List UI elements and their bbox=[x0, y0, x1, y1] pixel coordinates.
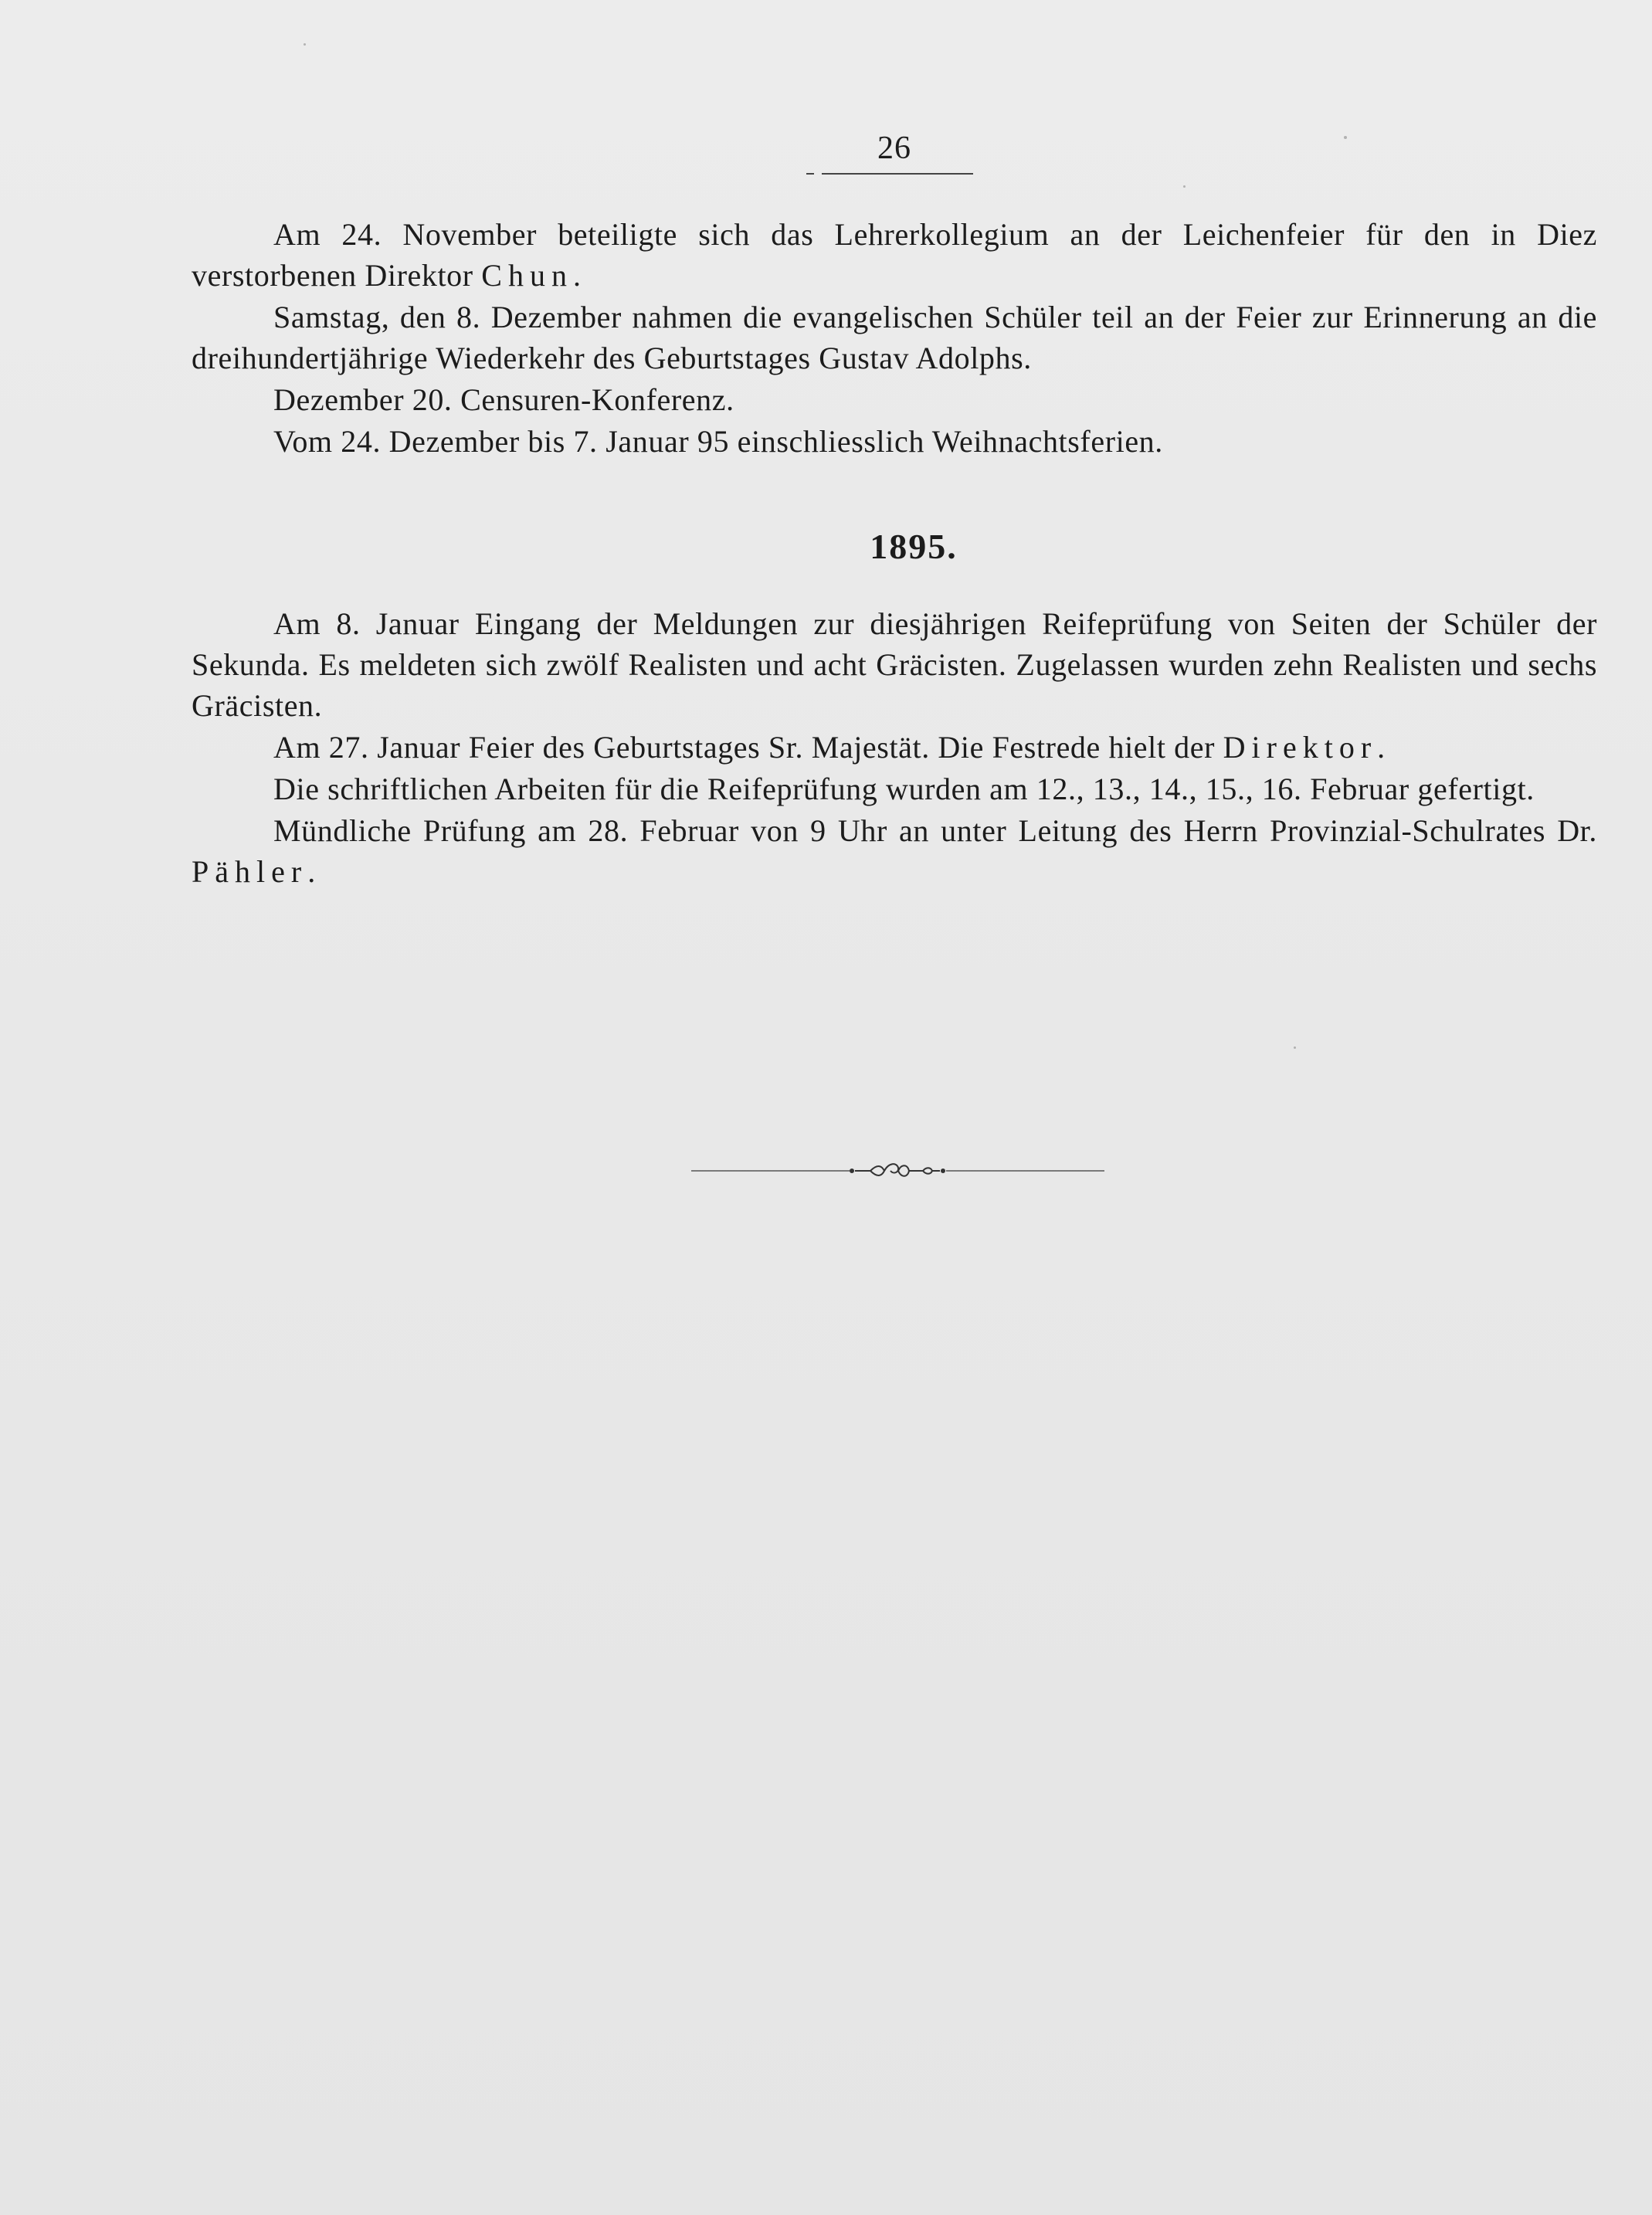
ornamental-divider-icon bbox=[691, 1158, 1104, 1184]
paragraph-text-end: . bbox=[572, 258, 582, 293]
paper-speck bbox=[1294, 1046, 1296, 1049]
paper-speck bbox=[1344, 136, 1347, 139]
paper-speck bbox=[304, 43, 306, 46]
name-chun: Chun bbox=[481, 258, 573, 293]
paragraph-text: Am 27. Januar Feier des Geburtstages Sr. Majestät. Die Festrede hielt der bbox=[273, 730, 1223, 765]
section-1894 bbox=[192, 214, 1597, 462]
paragraph-text: Am 24. November beteiligte sich das Lehrerkollegium an der Leichenfeier für den in Diez verstorbenen Direktor bbox=[192, 217, 1597, 293]
paragraph-schriftlich: Die schriftlichen Arbeiten für die Reifeprüfung wurden am 12., 13., 14., 15., 16. Februar gefertigt. bbox=[273, 772, 1535, 806]
paragraph-text-end: . bbox=[307, 854, 316, 889]
year-heading: 1895. bbox=[870, 527, 958, 566]
paragraph-censuren: Dezember 20. Censuren-Konferenz. bbox=[273, 382, 734, 417]
paper-speck bbox=[1183, 185, 1186, 188]
page-number-rule bbox=[822, 173, 973, 175]
paragraph-geburtstag bbox=[192, 727, 1597, 768]
paragraph-muendlich bbox=[192, 810, 1597, 892]
page-number: 26 bbox=[877, 131, 911, 166]
page-header bbox=[809, 128, 979, 181]
name-direktor: Direktor bbox=[1223, 730, 1378, 765]
paragraph-text-end: . bbox=[1377, 730, 1386, 765]
paragraph-meldungen: Am 8. Januar Eingang der Meldungen zur diesjährigen Reifeprüfung von Seiten der Schüler der Sekunda. Es meldeten sich zwölf Realisten und acht Gräcisten. Zugelassen wurden zehn Realisten und sechs Gräcisten. bbox=[192, 606, 1597, 723]
paragraph-funeral bbox=[192, 214, 1597, 296]
section-1895 bbox=[192, 603, 1597, 892]
paragraph-gustav-adolph: Samstag, den 8. Dezember nahmen die evangelischen Schüler teil an der Feier zur Erinnerung an die dreihundertjährige Wiederkehr des Geburtstages Gustav Adolphs. bbox=[192, 300, 1597, 375]
paragraph-weihnachtsferien: Vom 24. Dezember bis 7. Januar 95 einschliesslich Weihnachtsferien. bbox=[273, 424, 1163, 459]
paragraph-text: Mündliche Prüfung am 28. Februar von 9 Uhr an unter Leitung des Herrn Provinzial-Schulrates Dr. bbox=[273, 813, 1597, 848]
name-paehler: Pähler bbox=[192, 854, 308, 889]
